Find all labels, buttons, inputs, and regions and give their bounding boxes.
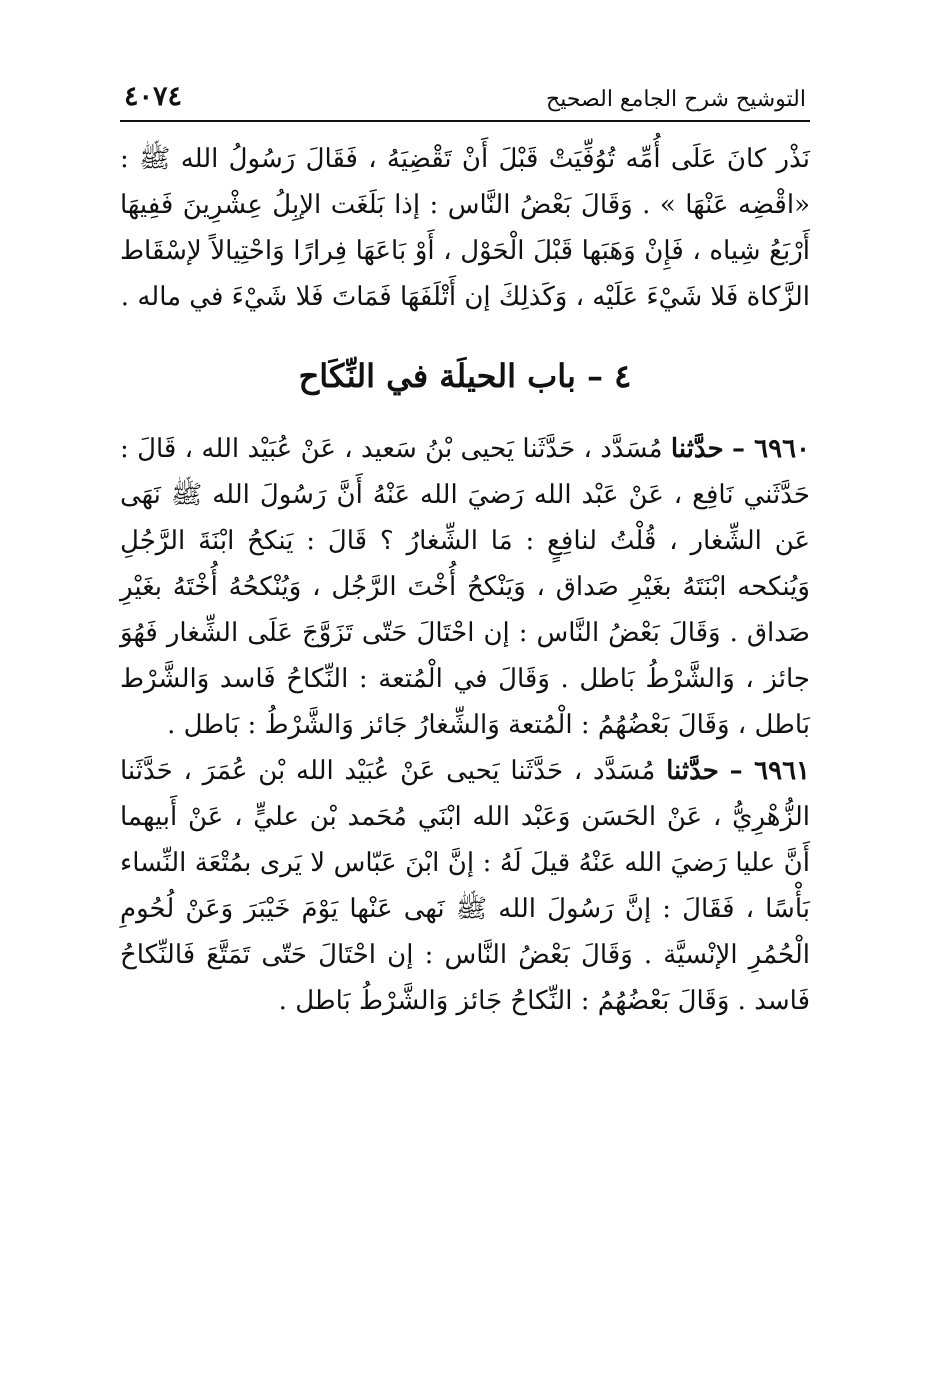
hadith-text: مُسَدَّد ، حَدَّثَنا يَحيى عَنْ عُبَيْد الله بْن عُمَرَ ، حَدَّثَنا الزُّهْرِيُّ ، عَنْ الحَسَن وَعَبْد الله ابْنَي مُحَمد بْن عليٍّ ، عَنْ أَبيهما أَنَّ عليا رَضيَ الله عَنْهُ قيلَ لَهُ : إنَّ ابْنَ عَبّاس لا يَرى بمُتْعَة النِّساء بَأْسًا ، فَقَالَ : إنَّ رَسُولَ الله ﷺ نَهى عَنْها يَوْمَ خَيْبَرَ وَعَنْ لُحُومِ الْحُمُرِ الإنْسيَّة . وَقَالَ بَعْضُ النَّاس : إن احْتَالَ حَتّى تَمَتَّعَ فَالنِّكاحُ فَاسد . وَقَالَ بَعْضُهُمُ : النِّكاحُ جَائز وَالشَّرْطُ بَاطل . xyxy=(120,756,810,1016)
page-number: ٤٠٧٤ xyxy=(124,81,183,112)
hadith-text: مُسَدَّد ، حَدَّثَنا يَحيى بْنُ سَعيد ، عَنْ عُبَيْد الله ، قَالَ : حَدَّثَني نَافِع ، عَنْ عَبْد الله رَضيَ الله عَنْهُ أَنَّ رَسُولَ الله ﷺ نَهَى عَن الشِّغار ، قُلْتُ لنافِعٍ : مَا الشِّغارُ ؟ قَالَ : يَنكحُ ابْنَةَ الرَّجُلِ وَيُنكحه ابْنَتَهُ بغَيْرِ صَداق ، وَيَنْكحُ أُخْتَ الرَّجُل ، وَيُنْكحُهُ أُخْتَهُ بغَيْرِ صَداق . وَقَالَ بَعْضُ النَّاس : إن احْتَالَ حَتّى تَزَوَّجَ عَلَى الشِّغار فَهُوَ جائز ، وَالشَّرْطُ بَاطل . وَقَالَ في الْمُتعة : النِّكاحُ فَاسد وَالشَّرْط بَاطل ، وَقَالَ بَعْضُهُمُ : الْمُتعة وَالشِّغارُ جَائز وَالشَّرْطُ : بَاطل . xyxy=(120,434,810,740)
book-title: التوشيح شرح الجامع الصحيح xyxy=(546,87,806,112)
chapter-title: ٤ – باب الحيلَة في النِّكَاح xyxy=(298,357,632,395)
hadith-lead: حدَّثنا xyxy=(670,434,724,464)
hadith-number: ٦٩٦٠ – xyxy=(732,434,810,464)
running-header xyxy=(120,70,810,112)
body-text xyxy=(120,136,810,1024)
book-page xyxy=(120,70,810,1024)
hadith-6960 xyxy=(120,426,810,748)
header-rule xyxy=(120,120,810,122)
hadith-lead: حدَّثنا xyxy=(666,756,719,786)
hadith-6961 xyxy=(120,748,810,1024)
hadith-number: ٦٩٦١ – xyxy=(729,756,811,786)
opening-paragraph: نَذْر كانَ عَلَى أُمِّه تُوُفِّيَتْ قَبْلَ أَنْ تَقْضِيَهُ ، فَقَالَ رَسُولُ الله ﷺ : «اقْضِه عَنْهَا » . وَقَالَ بَعْضُ النَّاس : إذا بَلَغَت الإبِلُ عِشْرِينَ فَفِيهَا أَرْبَعُ شِياه ، فَإِنْ وَهَبَها قَبْلَ الْحَوْل ، أَوْ بَاعَهَا فِرارًا وَاحْتِيالاً لإسْقَاط الزَّكاة فَلا شَيْءَ عَلَيْه ، وَكَذلِكَ إن أَتْلَفَهَا فَمَاتَ فَلا شَيْءَ في ماله . xyxy=(120,144,810,312)
